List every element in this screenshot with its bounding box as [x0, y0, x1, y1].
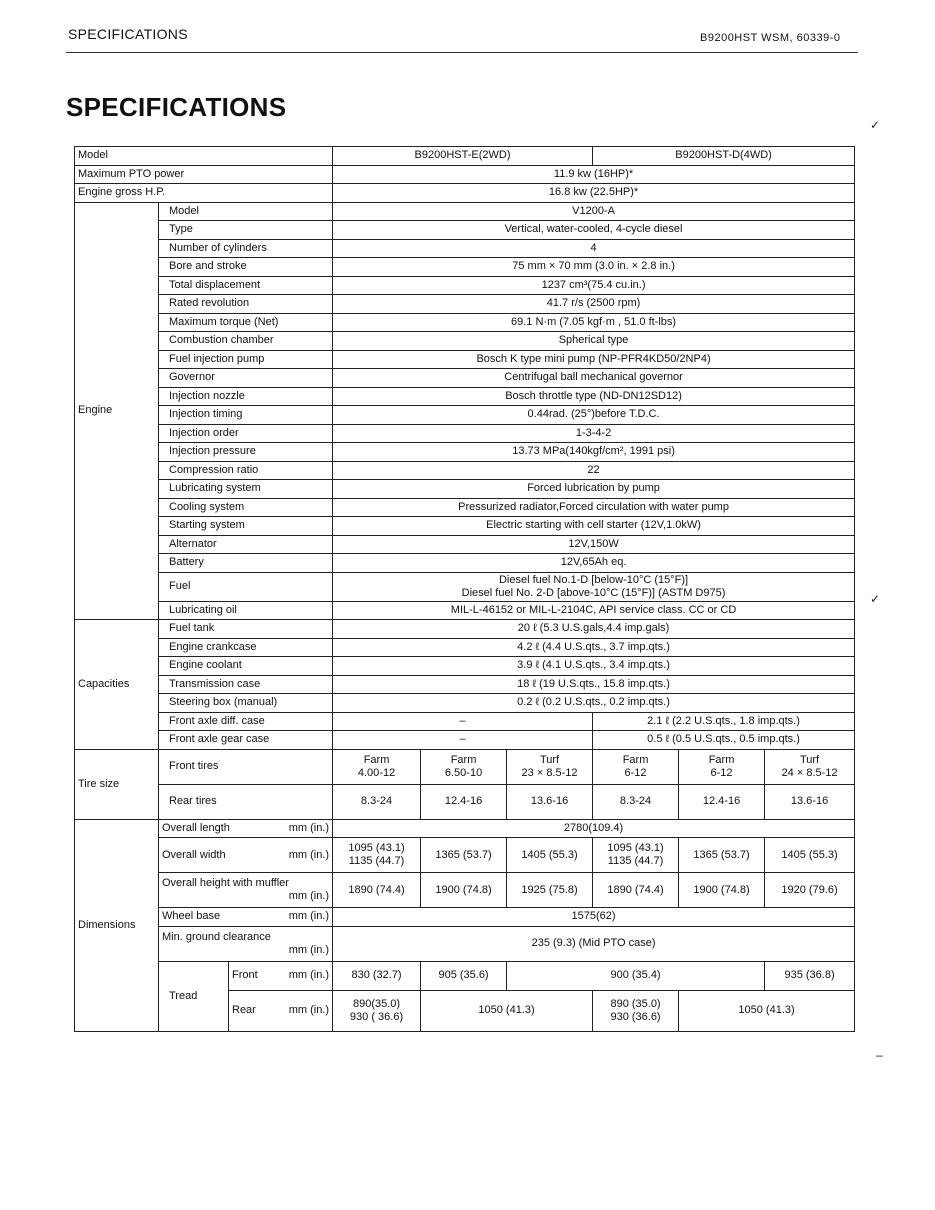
running-title: SPECIFICATIONS — [68, 26, 188, 42]
table-row — [75, 350, 855, 369]
axle-diff-4wd: 2.1 ℓ (2.2 U.S.qts., 1.8 imp.qts.) — [593, 712, 855, 731]
engine-row-value: 12V,65Ah eq. — [333, 554, 855, 573]
front-tires-label: Front tires — [159, 749, 333, 784]
engine-row-label: Starting system — [159, 517, 333, 536]
table-row — [75, 258, 855, 277]
table-row — [75, 926, 855, 961]
engine-row-label: Fuel injection pump — [159, 350, 333, 369]
unit-label: mm (in.) — [288, 821, 330, 834]
capacity-label: Engine coolant — [159, 657, 333, 676]
engine-row-value: Forced lubrication by pump — [333, 480, 855, 499]
ground-clearance-value: 235 (9.3) (Mid PTO case) — [333, 926, 855, 961]
unit-label: mm (in.) — [288, 969, 330, 981]
engine-row-value: 4 — [333, 239, 855, 258]
model-4wd: B9200HST-D(4WD) — [593, 147, 855, 166]
rear-tire: 12.4-16 — [679, 784, 765, 819]
tread-front-value: 935 (36.8) — [765, 961, 855, 990]
overall-width-value: 1405 (55.3) — [507, 838, 593, 873]
document-reference: B9200HST WSM, 60339-0 — [700, 32, 841, 44]
engine-row-label: Compression ratio — [159, 461, 333, 480]
dimension-name: Wheel base — [162, 910, 221, 923]
table-row — [75, 387, 855, 406]
table-row — [75, 694, 855, 713]
margin-check-mark: ✓ — [870, 592, 881, 606]
rear-tire: 12.4-16 — [421, 784, 507, 819]
table-row — [75, 406, 855, 425]
tread-label: Tread — [159, 961, 229, 1031]
engine-row-value: 12V,150W — [333, 535, 855, 554]
engine-row-label: Governor — [159, 369, 333, 388]
engine-row-label: Cooling system — [159, 498, 333, 517]
width-line: 1095 (43.1) — [607, 842, 664, 854]
overall-length-value: 2780(109.4) — [333, 819, 855, 838]
table-row — [75, 498, 855, 517]
width-line: 1135 (44.7) — [607, 855, 664, 867]
tread-front-label — [229, 961, 333, 990]
rear-tire: 13.6-16 — [507, 784, 593, 819]
engine-row-value: Pressurized radiator,Forced circulation with water pump — [333, 498, 855, 517]
engine-row-label: Rated revolution — [159, 295, 333, 314]
engine-row-label: Bore and stroke — [159, 258, 333, 277]
table-row — [75, 221, 855, 240]
fuel-line: Diesel fuel No. 2-D [above-10°C (15°F)] (ASTM D975) — [461, 586, 726, 599]
unit-label: mm (in.) — [288, 890, 330, 902]
engine-row-label: Number of cylinders — [159, 239, 333, 258]
tread-front-value: 830 (32.7) — [333, 961, 421, 990]
tire-size-group-label: Tire size — [75, 749, 159, 819]
table-row — [75, 165, 855, 184]
tire-size: 23 × 8.5-12 — [521, 766, 578, 779]
tread-line: 890(35.0) — [352, 997, 401, 1010]
table-row — [75, 480, 855, 499]
engine-row-value: 41.7 r/s (2500 rpm) — [333, 295, 855, 314]
overall-height-label — [159, 873, 333, 908]
table-row — [75, 424, 855, 443]
overall-height-value: 1900 (74.8) — [421, 873, 507, 908]
engine-row-value: 1237 cm³(75.4 cu.in.) — [333, 276, 855, 295]
engine-row-value: 1-3-4-2 — [333, 424, 855, 443]
table-row — [75, 369, 855, 388]
tread-rear-value: 1050 (41.3) — [679, 990, 855, 1031]
engine-row-value: 69.1 N·m (7.05 kgf·m , 51.0 ft-lbs) — [333, 313, 855, 332]
front-tire — [507, 749, 593, 784]
engine-row-label: Injection nozzle — [159, 387, 333, 406]
table-row — [75, 554, 855, 573]
capacity-value: 3.9 ℓ (4.1 U.S.qts., 3.4 imp.qts.) — [333, 657, 855, 676]
width-line: 1135 (44.7) — [348, 855, 405, 867]
engine-row-label: Maximum torque (Net) — [159, 313, 333, 332]
rear-tire: 13.6-16 — [765, 784, 855, 819]
overall-width-value: 1405 (55.3) — [765, 838, 855, 873]
fuel-line: Diesel fuel No.1-D [below-10°C (15°F)] — [498, 573, 689, 586]
engine-row-value: Bosch throttle type (ND-DN12SD12) — [333, 387, 855, 406]
tire-type: Farm — [363, 753, 390, 766]
rear-tires-label: Rear tires — [159, 784, 333, 819]
unit-label: mm (in.) — [288, 943, 330, 956]
table-row — [75, 873, 855, 908]
tread-rear-value — [593, 990, 679, 1031]
tire-size: 4.00-12 — [357, 766, 396, 779]
overall-height-value: 1920 (79.6) — [765, 873, 855, 908]
table-row — [75, 819, 855, 838]
axle-diff-label: Front axle diff. case — [159, 712, 333, 731]
tire-size: 24 × 8.5-12 — [781, 766, 838, 779]
axle-diff-2wd: – — [333, 712, 593, 731]
page-title: SPECIFICATIONS — [66, 92, 287, 122]
overall-width-value — [333, 838, 421, 873]
pto-value: 11.9 kw (16HP)* — [333, 165, 855, 184]
overall-height-value: 1890 (74.4) — [593, 873, 679, 908]
table-row — [75, 239, 855, 258]
margin-check-mark: ✓ — [870, 118, 881, 132]
table-row — [75, 147, 855, 166]
dimension-name: Front — [232, 969, 258, 981]
table-row — [75, 731, 855, 750]
pto-label: Maximum PTO power — [75, 165, 333, 184]
engine-row-label: Injection timing — [159, 406, 333, 425]
engine-row-label: Total displacement — [159, 276, 333, 295]
table-row — [75, 313, 855, 332]
engine-group-label: Engine — [75, 202, 159, 620]
dimension-name: Rear — [232, 1004, 256, 1016]
fuel-value — [333, 572, 855, 601]
engine-row-label: Model — [159, 202, 333, 221]
table-row — [75, 184, 855, 203]
overall-width-value: 1365 (53.7) — [421, 838, 507, 873]
engine-row-value: 22 — [333, 461, 855, 480]
table-row — [75, 749, 855, 784]
table-row — [75, 202, 855, 221]
overall-width-value: 1365 (53.7) — [679, 838, 765, 873]
engine-row-value: V1200-A — [333, 202, 855, 221]
capacity-label: Steering box (manual) — [159, 694, 333, 713]
capacity-value: 4.2 ℓ (4.4 U.S.qts., 3.7 imp.qts.) — [333, 638, 855, 657]
capacity-value: 20 ℓ (5.3 U.S.gals,4.4 imp.gals) — [333, 620, 855, 639]
capacity-label: Fuel tank — [159, 620, 333, 639]
overall-height-value: 1900 (74.8) — [679, 873, 765, 908]
table-row — [75, 838, 855, 873]
overall-height-value: 1890 (74.4) — [333, 873, 421, 908]
fuel-label: Fuel — [159, 572, 333, 601]
table-row — [75, 461, 855, 480]
tire-size: 6.50-10 — [444, 766, 483, 779]
table-row — [75, 620, 855, 639]
table-row — [75, 276, 855, 295]
tire-type: Farm — [450, 753, 477, 766]
table-row — [75, 517, 855, 536]
gross-hp-value: 16.8 kw (22.5HP)* — [333, 184, 855, 203]
capacity-label: Transmission case — [159, 675, 333, 694]
engine-row-label: Battery — [159, 554, 333, 573]
engine-row-label: Lubricating system — [159, 480, 333, 499]
capacities-group-label: Capacities — [75, 620, 159, 750]
engine-row-label: Alternator — [159, 535, 333, 554]
tire-size: 6-12 — [710, 766, 733, 779]
table-row — [75, 675, 855, 694]
capacity-value: 0.2 ℓ (0.2 U.S.qts., 0.2 imp.qts.) — [333, 694, 855, 713]
rear-tire: 8.3-24 — [333, 784, 421, 819]
engine-row-value: Bosch K type mini pump (NP-PFR4KD50/2NP4) — [333, 350, 855, 369]
rear-tire: 8.3-24 — [593, 784, 679, 819]
dimensions-group-label: Dimensions — [75, 819, 159, 1031]
overall-height-value: 1925 (75.8) — [507, 873, 593, 908]
engine-row-label: Combustion chamber — [159, 332, 333, 351]
capacity-label: Engine crankcase — [159, 638, 333, 657]
front-tire — [679, 749, 765, 784]
unit-label: mm (in.) — [288, 1004, 330, 1016]
model-2wd: B9200HST-E(2WD) — [333, 147, 593, 166]
front-tire — [421, 749, 507, 784]
tread-rear-value — [333, 990, 421, 1031]
wheel-base-value: 1575(62) — [333, 908, 855, 927]
tread-front-value: 900 (35.4) — [507, 961, 765, 990]
dimension-name: Overall width — [162, 848, 226, 861]
tire-type: Farm — [708, 753, 735, 766]
margin-dash-mark: – — [876, 1048, 883, 1062]
table-row — [75, 784, 855, 819]
overall-width-label — [159, 838, 333, 873]
tire-type: Turf — [539, 753, 560, 766]
tread-line: 930 ( 36.6) — [349, 1010, 404, 1023]
ground-clearance-label — [159, 926, 333, 961]
tread-rear-label — [229, 990, 333, 1031]
tread-rear-value: 1050 (41.3) — [421, 990, 593, 1031]
engine-row-label: Injection pressure — [159, 443, 333, 462]
engine-row-label: Injection order — [159, 424, 333, 443]
table-row — [75, 443, 855, 462]
gross-hp-label: Engine gross H.P. — [75, 184, 333, 203]
engine-row-value: Centrifugal ball mechanical governor — [333, 369, 855, 388]
tread-line: 890 (35.0) — [610, 997, 661, 1010]
tread-line: 930 (36.6) — [610, 1010, 661, 1023]
table-row — [75, 535, 855, 554]
tire-type: Turf — [799, 753, 820, 766]
axle-gear-4wd: 0.5 ℓ (0.5 U.S.qts., 0.5 imp.qts.) — [593, 731, 855, 750]
tire-size: 6-12 — [624, 766, 647, 779]
table-row — [75, 295, 855, 314]
table-row — [75, 961, 855, 990]
width-line: 1095 (43.1) — [348, 842, 405, 854]
table-row — [75, 657, 855, 676]
specifications-table — [74, 146, 855, 1032]
engine-row-value: 13.73 MPa(140kgf/cm², 1991 psi) — [333, 443, 855, 462]
unit-label: mm (in.) — [288, 848, 330, 861]
dimension-name: Overall height with muffler — [162, 877, 289, 889]
dimension-name: Overall length — [162, 821, 230, 834]
engine-row-label: Type — [159, 221, 333, 240]
lubricating-oil-label: Lubricating oil — [159, 601, 333, 620]
lubricating-oil-value: MIL-L-46152 or MIL-L-2104C, API service class. CC or CD — [333, 601, 855, 620]
engine-row-value: 75 mm × 70 mm (3.0 in. × 2.8 in.) — [333, 258, 855, 277]
engine-row-value: 0.44rad. (25°)before T.D.C. — [333, 406, 855, 425]
table-row — [75, 712, 855, 731]
table-row — [75, 332, 855, 351]
tire-type: Farm — [622, 753, 649, 766]
axle-gear-2wd: – — [333, 731, 593, 750]
capacity-value: 18 ℓ (19 U.S.qts., 15.8 imp.qts.) — [333, 675, 855, 694]
model-label: Model — [75, 147, 333, 166]
table-row — [75, 572, 855, 601]
table-row — [75, 638, 855, 657]
engine-row-value: Electric starting with cell starter (12V,1.0kW) — [333, 517, 855, 536]
table-row — [75, 601, 855, 620]
unit-label: mm (in.) — [288, 910, 330, 923]
overall-length-label — [159, 819, 333, 838]
table-row — [75, 908, 855, 927]
overall-width-value — [593, 838, 679, 873]
dimension-name: Min. ground clearance — [162, 930, 271, 943]
tread-front-value: 905 (35.6) — [421, 961, 507, 990]
header-rule — [66, 52, 858, 53]
engine-row-value: Vertical, water-cooled, 4-cycle diesel — [333, 221, 855, 240]
axle-gear-label: Front axle gear case — [159, 731, 333, 750]
engine-row-value: Spherical type — [333, 332, 855, 351]
front-tire — [765, 749, 855, 784]
wheel-base-label — [159, 908, 333, 927]
front-tire — [593, 749, 679, 784]
front-tire — [333, 749, 421, 784]
